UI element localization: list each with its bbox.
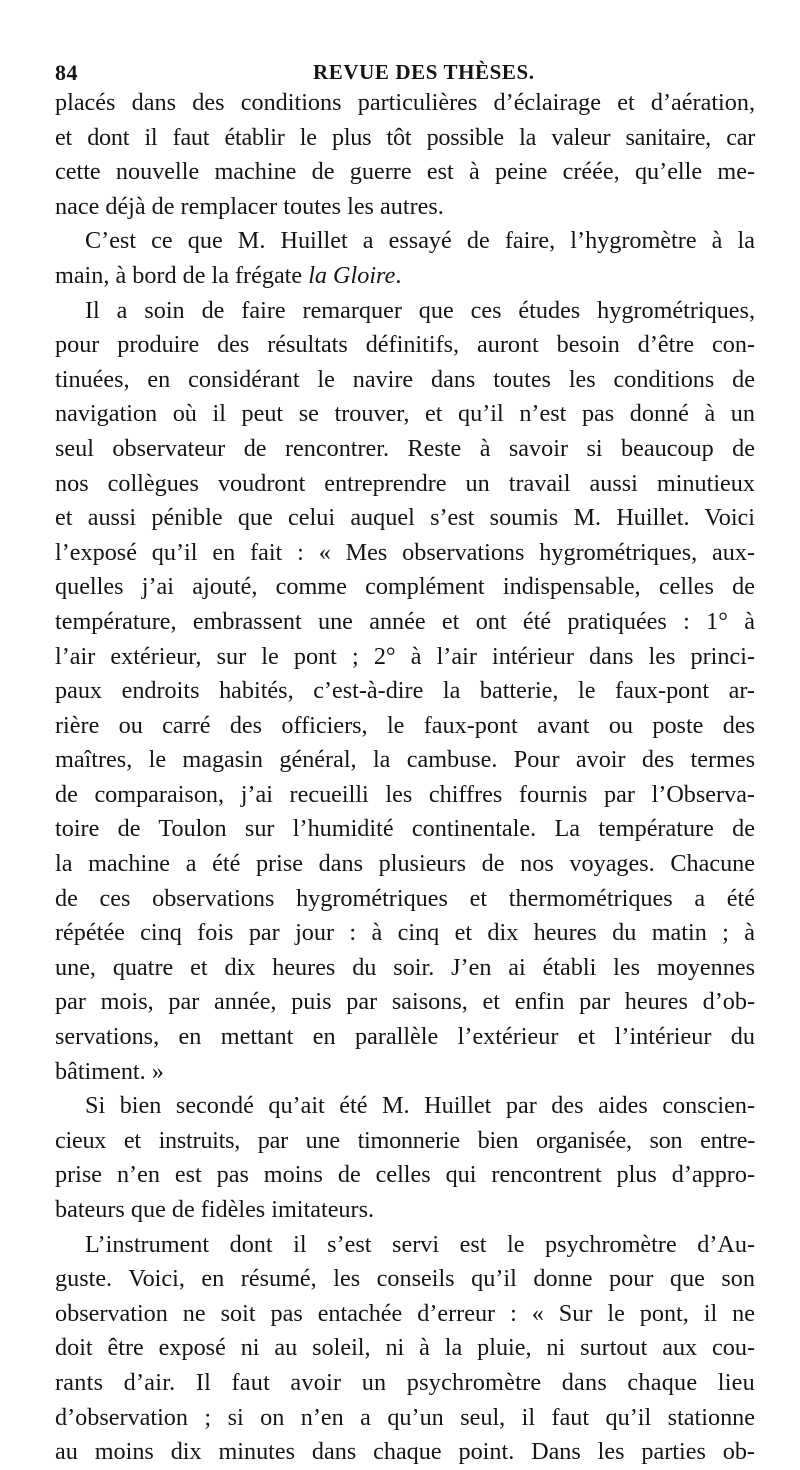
text-line: toire de Toulon sur l’humidité continentale. La température de: [55, 815, 755, 843]
text-line: observation ne soit pas entachée d’erreur : « Sur le pont, il ne: [55, 1299, 755, 1327]
text-line: seul observateur de rencontrer. Reste à savoir si beaucoup de: [55, 434, 755, 462]
running-head: REVUE DES THÈSES.: [313, 60, 535, 84]
text-line: température, embrassent une année et ont été pratiquées : 1° à: [55, 607, 755, 635]
text-line: au moins dix minutes dans chaque point. Dans les parties ob-: [55, 1438, 755, 1466]
text-line: prise n’en est pas moins de celles qui rencontrent plus d’appro-: [55, 1161, 755, 1189]
text-line: d’observation ; si on n’en a qu’un seul, il faut qu’il stationne: [55, 1403, 755, 1431]
text-line: quelles j’ai ajouté, comme complément indispensable, celles de: [55, 573, 755, 601]
text-line: de comparaison, j’ai recueilli les chiffres fournis par l’Observa-: [55, 780, 755, 808]
text-line: cieux et instruits, par une timonnerie bien organisée, son entre-: [55, 1126, 755, 1154]
text-line: placés dans des conditions particulières d’éclairage et d’aération,: [55, 89, 755, 116]
text-line: tinuées, en considérant le navire dans toutes les conditions de: [55, 365, 755, 393]
text-line: C’est ce que M. Huillet a essayé de faire, l’hygromètre à la: [85, 227, 755, 255]
text-line: la machine a été prise dans plusieurs de nos voyages. Chacune: [55, 850, 755, 878]
text-line: bâtiment. »: [55, 1057, 164, 1085]
ship-name: la Gloire: [308, 261, 396, 289]
text-line: rants d’air. Il faut avoir un psychromètre dans chaque lieu: [55, 1368, 755, 1396]
text-line: servations, en mettant en parallèle l’extérieur et l’intérieur du: [55, 1023, 755, 1051]
page-number: 84: [55, 60, 78, 85]
text-line: maîtres, le magasin général, la cambuse. Pour avoir des termes: [55, 746, 755, 774]
text-line: par mois, par année, puis par saisons, et enfin par heures d’ob-: [55, 988, 755, 1016]
text-line: nace déjà de remplacer toutes les autres.: [55, 192, 444, 220]
text-line: bateurs que de fidèles imitateurs.: [55, 1196, 375, 1223]
text-line: de ces observations hygrométriques et thermométriques a été: [55, 884, 755, 912]
text-line: et aussi pénible que celui auquel s’est soumis M. Huillet. Voici: [55, 504, 755, 532]
text-line: pour produire des résultats définitifs, auront besoin d’être con-: [55, 331, 755, 359]
text-line: [55, 259, 755, 294]
text-line: Si bien secondé qu’ait été M. Huillet par des aides conscien-: [85, 1092, 755, 1120]
body-text: [55, 86, 755, 1470]
text-line: l’air extérieur, sur le pont ; 2° à l’air intérieur dans les princi-: [55, 642, 755, 670]
text-line: cette nouvelle machine de guerre est à peine créée, qu’elle me-: [55, 158, 755, 186]
text-run: .: [395, 261, 402, 289]
text-line: L’instrument dont il s’est servi est le psychromètre d’Au-: [85, 1230, 755, 1258]
text-line: paux endroits habités, c’est-à-dire la batterie, le faux-pont ar-: [55, 677, 755, 705]
text-line: et dont il faut établir le plus tôt possible la valeur sanitaire, car: [55, 123, 755, 151]
text-line: guste. Voici, en résumé, les conseils qu’il donne pour que son: [55, 1265, 755, 1293]
text-line: rière ou carré des officiers, le faux-pont avant ou poste des: [55, 711, 755, 739]
text-line: répétée cinq fois par jour : à cinq et dix heures du matin ; à: [55, 919, 755, 947]
page-header: [55, 52, 754, 88]
text-line: Il a soin de faire remarquer que ces études hygrométriques,: [85, 296, 755, 324]
text-line: navigation où il peut se trouver, et qu’il n’est pas donné à un: [55, 400, 755, 428]
text-run: main, à bord de la frégate: [55, 261, 309, 289]
text-line: une, quatre et dix heures du soir. J’en ai établi les moyennes: [55, 953, 755, 981]
text-line: l’exposé qu’il en fait : « Mes observations hygrométriques, aux-: [55, 538, 755, 566]
text-line: nos collègues voudront entreprendre un travail aussi minutieux: [55, 469, 755, 497]
text-line: doit être exposé ni au soleil, ni à la pluie, ni surtout aux cou-: [55, 1334, 755, 1362]
